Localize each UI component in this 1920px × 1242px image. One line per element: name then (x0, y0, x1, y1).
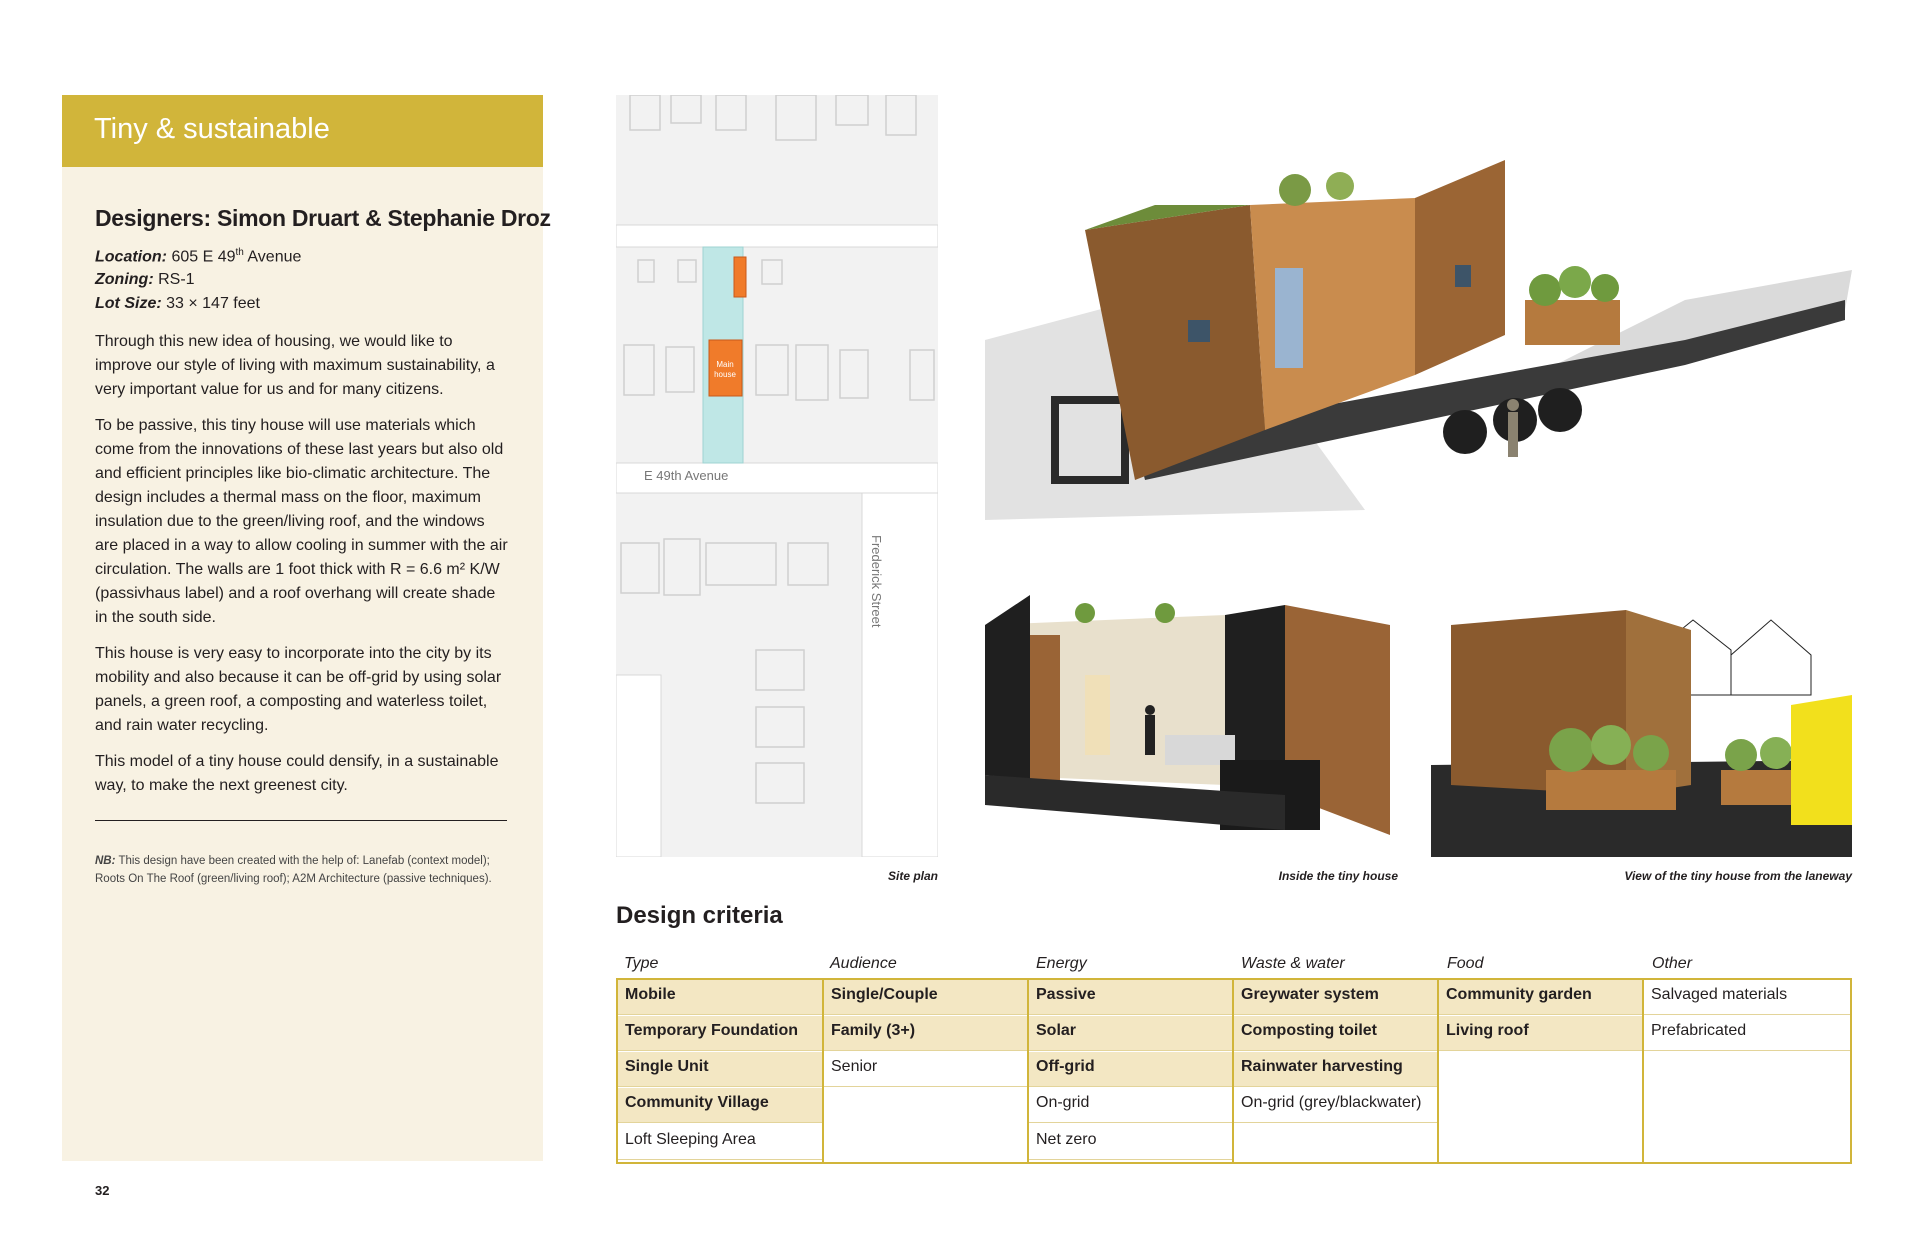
street-label-avenue: E 49th Avenue (644, 468, 729, 483)
zoning-value: RS-1 (158, 271, 195, 288)
zoning-line (95, 271, 195, 289)
paragraph: To be passive, this tiny house will use materials which come from the innovations of these last years but also old and efficient principles like bio-climatic architecture. The design includes a thermal mass on the floor, maximum insulation due to the green/living roof, and the windows are placed in a way to allow cooling in summer with the air circulation. The walls are 1 foot thick with R = 6.6 m² K/W (passivhaus label) and a roof overhang will create shade in the south side. (95, 417, 508, 626)
paragraph: Through this new idea of housing, we would like to improve our style of living with maximum sustainability, a very important value for us and for many citizens. (95, 333, 495, 398)
tiny-house-render (985, 150, 1852, 540)
criteria-item: Temporary Foundation (618, 1016, 822, 1051)
page-number: 32 (95, 1183, 110, 1198)
criteria-item: Rainwater harvesting (1234, 1052, 1437, 1087)
criteria-column-food (1439, 980, 1642, 1162)
column-header-other: Other (1652, 955, 1693, 972)
site-plan-drawing (616, 95, 938, 857)
criteria-item: Mobile (618, 980, 822, 1015)
location-value: 605 E 49 (171, 248, 236, 266)
inside-render (985, 585, 1398, 857)
location-suffix: Avenue (243, 248, 302, 266)
location-sup: th (235, 247, 244, 258)
caption-inside: Inside the tiny house (1278, 869, 1398, 883)
location-label: Location: (95, 248, 167, 266)
criteria-item: Composting toilet (1234, 1016, 1437, 1051)
main-house-label: Main (716, 360, 734, 369)
main-house-label: house (714, 370, 736, 379)
criteria-item: Greywater system (1234, 980, 1437, 1015)
criteria-item: Solar (1029, 1016, 1232, 1051)
lot-size-value: 33 × 147 feet (166, 295, 260, 312)
criteria-item: Single Unit (618, 1052, 822, 1087)
paragraph: This house is very easy to incorporate into the city by its mobility and also because it can be off-grid by using solar panels, a green roof, a composting and waterless toilet, and rain water recycling. (95, 645, 502, 734)
designers-heading: Designers: Simon Druart & Stephanie Droz (95, 205, 551, 231)
column-header-audience: Audience (830, 955, 897, 972)
design-criteria-grid (616, 978, 1852, 1164)
nb-note (95, 852, 515, 888)
caption-site-plan: Site plan (887, 869, 938, 883)
criteria-item: Passive (1029, 980, 1232, 1015)
panel-header (62, 95, 543, 167)
street-label-frederick: Frederick Street (869, 535, 884, 628)
criteria-item: On-grid (grey/blackwater) (1234, 1088, 1437, 1123)
panel-title: Tiny & sustainable (94, 113, 330, 145)
criteria-item: Community garden (1439, 980, 1642, 1015)
criteria-item: Prefabricated (1644, 1016, 1850, 1051)
site-plan-map (616, 95, 938, 857)
lot-size-label: Lot Size: (95, 295, 162, 312)
criteria-item: Off-grid (1029, 1052, 1232, 1087)
inside-render-drawing (985, 585, 1398, 857)
laneway-render (1431, 585, 1852, 857)
lot-size-line (95, 295, 260, 313)
criteria-item: Living roof (1439, 1016, 1642, 1051)
criteria-item: Net zero (1029, 1125, 1232, 1160)
column-header-energy: Energy (1036, 955, 1087, 972)
caption-laneway: View of the tiny house from the laneway (1624, 869, 1852, 883)
tiny-house-render-drawing (985, 150, 1852, 540)
paragraph: This model of a tiny house could densify, in a sustainable way, to make the next greenest city. (95, 753, 499, 794)
criteria-item: Single/Couple (824, 980, 1027, 1015)
criteria-item: On-grid (1029, 1088, 1232, 1123)
criteria-column-waste-water (1234, 980, 1437, 1162)
criteria-column-audience (824, 980, 1027, 1162)
laneway-render-drawing (1431, 585, 1852, 857)
criteria-item: Senior (824, 1052, 1027, 1087)
divider (95, 820, 507, 821)
criteria-column-other (1644, 980, 1850, 1162)
design-criteria-title: Design criteria (616, 902, 783, 929)
column-header-waste-water: Waste & water (1241, 955, 1345, 972)
criteria-item: Salvaged materials (1644, 980, 1850, 1015)
zoning-label: Zoning: (95, 271, 154, 288)
location-line (95, 247, 301, 266)
nb-text: This design have been created with the help of: Lanefab (context model); Roots On The Roof (green/living roof); A2M Architecture (passive techniques). (95, 855, 492, 885)
nb-label: NB: (95, 855, 116, 867)
criteria-column-energy (1029, 980, 1232, 1162)
column-header-type: Type (624, 955, 659, 972)
criteria-item: Family (3+) (824, 1016, 1027, 1051)
description-text (95, 330, 510, 810)
criteria-item: Loft Sleeping Area (618, 1125, 822, 1160)
criteria-column-type (618, 980, 822, 1162)
criteria-item: Community Village (618, 1088, 822, 1123)
column-header-food: Food (1447, 955, 1484, 972)
